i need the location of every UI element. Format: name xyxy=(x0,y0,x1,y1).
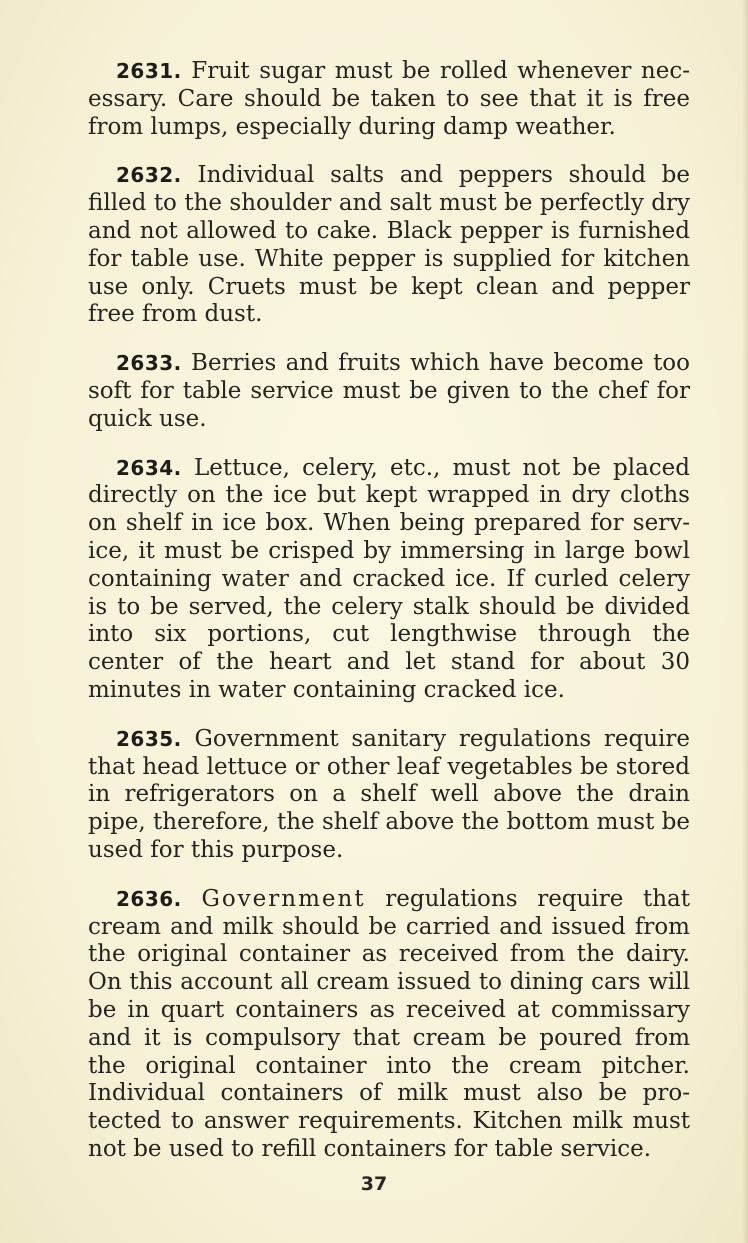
paragraph-number: 2633. xyxy=(116,351,182,376)
paragraph-2636 xyxy=(88,886,690,1164)
paragraph-2631 xyxy=(88,58,690,141)
paragraph-text: Fruit sugar must be rolled whenever necessary. Care should be taken to see that it is free from lumps, especially during damp weather. xyxy=(88,58,690,140)
paragraph-number: 2635. xyxy=(116,726,182,751)
page-edge xyxy=(742,0,748,1243)
paragraph-text: Lettuce, celery, etc., must not be placed directly on the ice but kept wrapped in dry cloths on shelf in ice box. When being prepared for service, it must be crisped by immersing in large bowl containing water and cracked ice. If curled celery is to be served, the celery stalk should be divided into six portions, cut lengthwise through the center of the heart and let stand for about 30 minutes in water containing cracked ice. xyxy=(88,454,691,703)
paragraph-number: 2631. xyxy=(116,59,182,83)
paragraph-text: regulations require that cream and milk should be carried and issued from the original container as received from the dairy. On this account all cream issued to dining cars will be in quart containers as received at commissary and it is compulsory that cream be poured from the original container into the cream pitcher. Individual containers of milk must also be protected to answer requirements. Kitchen milk must not be used to refill containers for table service. xyxy=(88,885,691,1162)
paragraph-number: 2636. xyxy=(116,886,182,911)
paragraph-text: Government sanitary regulations require that head lettuce or other leaf vegetables be stored in refrigerators on a shelf well above the drain pipe, therefore, the shelf above the bottom must be used for this purpose. xyxy=(88,725,690,863)
paragraph-2632 xyxy=(88,162,690,329)
paragraph-2635 xyxy=(88,726,690,865)
paragraph-2634 xyxy=(88,455,690,705)
paragraph-text: Berries and fruits which have become too soft for table service must be given to the chef for quick use. xyxy=(88,350,691,432)
paragraph-number: 2632. xyxy=(116,163,182,188)
paragraph-2633 xyxy=(88,350,690,433)
paragraph-lead-word: Government xyxy=(201,885,366,912)
paragraph-number: 2634. xyxy=(116,455,182,480)
page-number: 37 xyxy=(360,1173,388,1195)
paragraph-text: Individual salts and peppers should be filled to the shoulder and salt must be perfectly dry and not allowed to cake. Black pepper is furnished for table use. White pepper is supplied for kitchen use only. Cruets must be kept clean and pepper free from dust. xyxy=(88,162,690,328)
body-text xyxy=(88,58,690,1185)
